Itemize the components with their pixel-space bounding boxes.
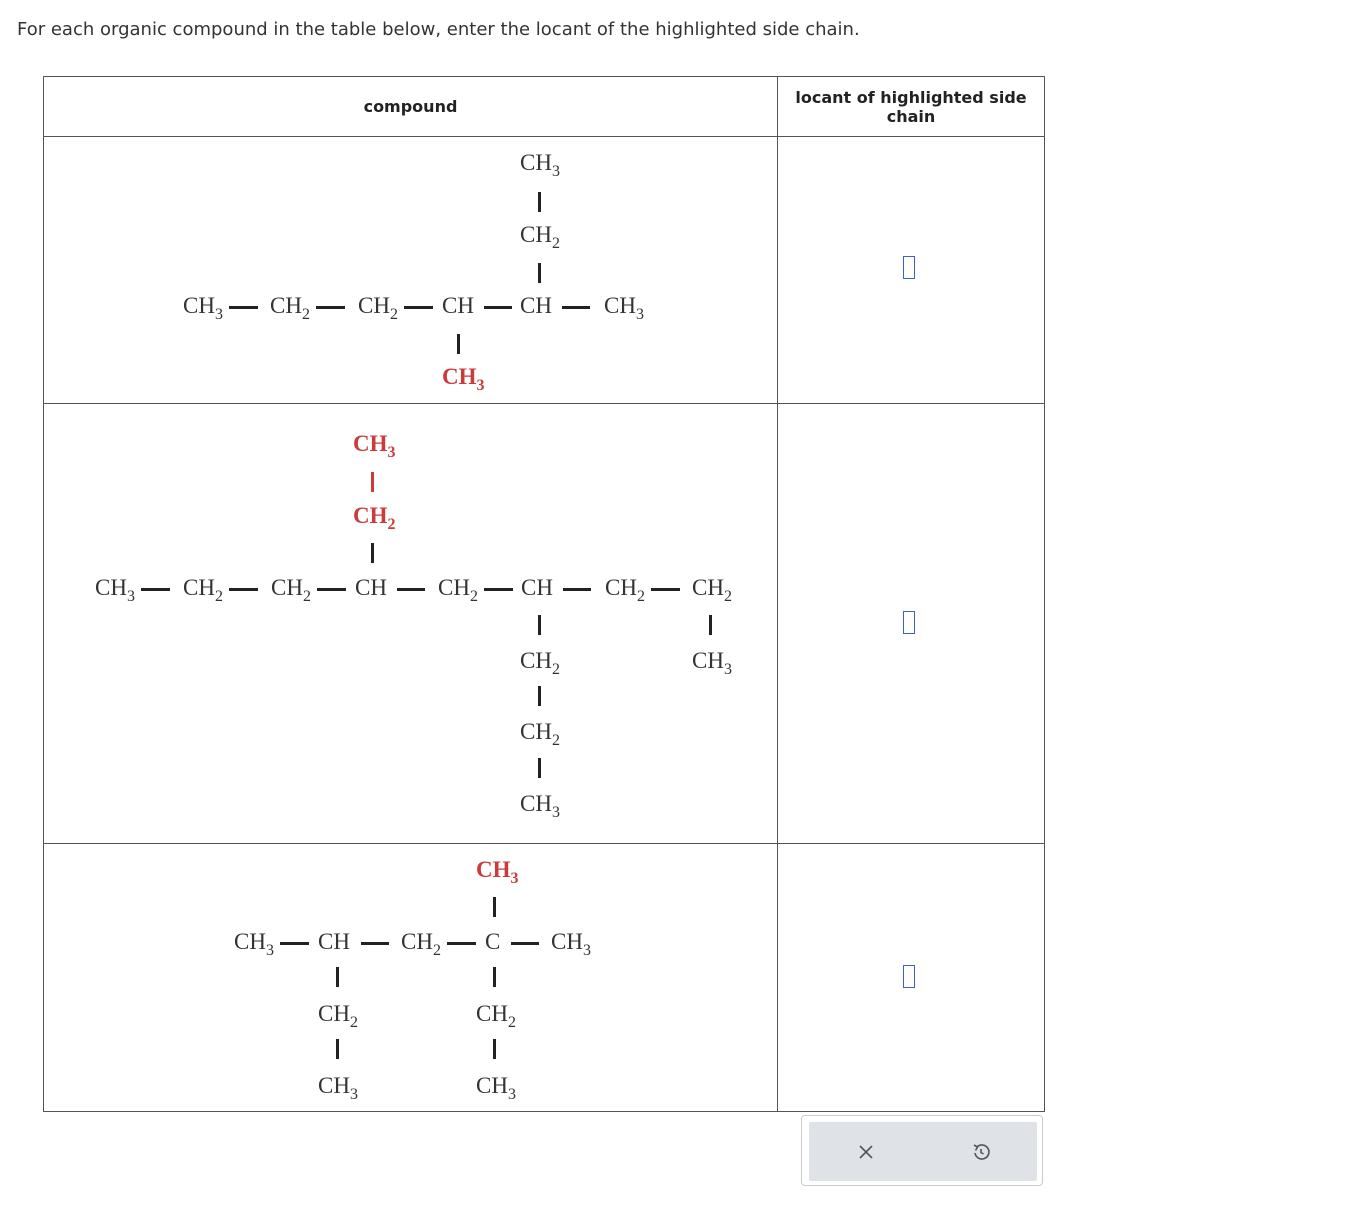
action-panel (801, 1115, 1043, 1186)
table-row (44, 404, 1045, 844)
bond (538, 758, 541, 778)
locant-input-2[interactable] (903, 611, 915, 634)
bond (457, 334, 460, 354)
highlighted-side-chain: $CH_3$ (353, 431, 396, 461)
group-ch: CH (442, 293, 474, 318)
group-ch3: $CH_3$ (604, 293, 644, 323)
group-ch: CH (318, 929, 350, 954)
group-c: C (485, 929, 501, 954)
bond (141, 588, 170, 591)
locant-input-3[interactable] (903, 965, 915, 988)
bond (447, 942, 476, 945)
undo-icon (971, 1142, 991, 1162)
highlighted-side-chain: $CH_3$ (476, 857, 519, 887)
bond (538, 686, 541, 706)
compound-structure-2 (44, 404, 778, 844)
locant-header: locant of highlighted side chain (778, 77, 1045, 137)
clear-button[interactable] (851, 1137, 881, 1167)
action-bar (809, 1122, 1037, 1181)
bond (404, 306, 433, 309)
group-ch2: $CH_2$ (520, 222, 560, 252)
group-ch3: $CH_3$ (318, 1073, 358, 1103)
bond (317, 588, 346, 591)
group-ch3: $CH_3$ (476, 1073, 516, 1103)
group-ch2: $CH_2$ (520, 648, 560, 678)
highlighted-bond (371, 472, 374, 492)
bond (484, 588, 513, 591)
group-ch3: $CH_3$ (520, 791, 560, 821)
group-ch: CH (520, 293, 552, 318)
group-ch: CH (521, 575, 553, 600)
bond (361, 942, 389, 945)
group-ch2: $CH_2$ (692, 575, 732, 605)
bond (709, 615, 712, 635)
group-ch2: $CH_2$ (318, 1001, 358, 1031)
group-ch2: $CH_2$ (270, 293, 310, 323)
compound-structure-3 (44, 844, 778, 1112)
group-ch2: $CH_2$ (401, 929, 441, 959)
bond (493, 897, 496, 917)
highlighted-side-chain: $CH_2$ (353, 503, 396, 533)
bond (229, 306, 258, 309)
group-ch3: $CH_3$ (234, 929, 274, 959)
group-ch3: $CH_3$ (183, 293, 223, 323)
group-ch2: $CH_2$ (476, 1001, 516, 1031)
close-icon (857, 1143, 875, 1161)
bond (280, 942, 309, 945)
table-header-row (44, 77, 1045, 137)
group-ch2: $CH_2$ (271, 575, 311, 605)
question-table (43, 76, 1045, 1112)
bond (484, 306, 512, 309)
bond (563, 588, 591, 591)
bond (371, 543, 374, 563)
undo-button[interactable] (966, 1137, 996, 1167)
group-ch3: $CH_3$ (520, 150, 560, 180)
instruction-text: For each organic compound in the table below, enter the locant of the highlighted side chain. (17, 19, 860, 40)
group-ch2: $CH_2$ (520, 719, 560, 749)
bond (538, 192, 541, 212)
bond (493, 967, 496, 987)
group-ch2: $CH_2$ (438, 575, 478, 605)
table-row (44, 137, 1045, 404)
bond (397, 588, 425, 591)
bond (336, 967, 339, 987)
group-ch2: $CH_2$ (358, 293, 398, 323)
group-ch: CH (355, 575, 387, 600)
bond (229, 588, 258, 591)
group-ch3: $CH_3$ (95, 575, 135, 605)
group-ch2: $CH_2$ (183, 575, 223, 605)
group-ch3: $CH_3$ (551, 929, 591, 959)
table-row (44, 844, 1045, 1112)
bond (493, 1039, 496, 1059)
bond (511, 942, 539, 945)
bond (336, 1039, 339, 1059)
bond (316, 306, 345, 309)
highlighted-side-chain: $CH_3$ (442, 364, 485, 394)
locant-cell-3 (778, 844, 1045, 1112)
compound-structure-1 (44, 137, 778, 404)
group-ch2: $CH_2$ (605, 575, 645, 605)
compound-header: compound (44, 77, 778, 137)
locant-cell-1 (778, 137, 1045, 404)
locant-cell-2 (778, 404, 1045, 844)
bond (562, 306, 590, 309)
group-ch3: $CH_3$ (692, 648, 732, 678)
bond (538, 263, 541, 283)
locant-input-1[interactable] (903, 256, 915, 279)
bond (538, 615, 541, 635)
bond (651, 588, 680, 591)
